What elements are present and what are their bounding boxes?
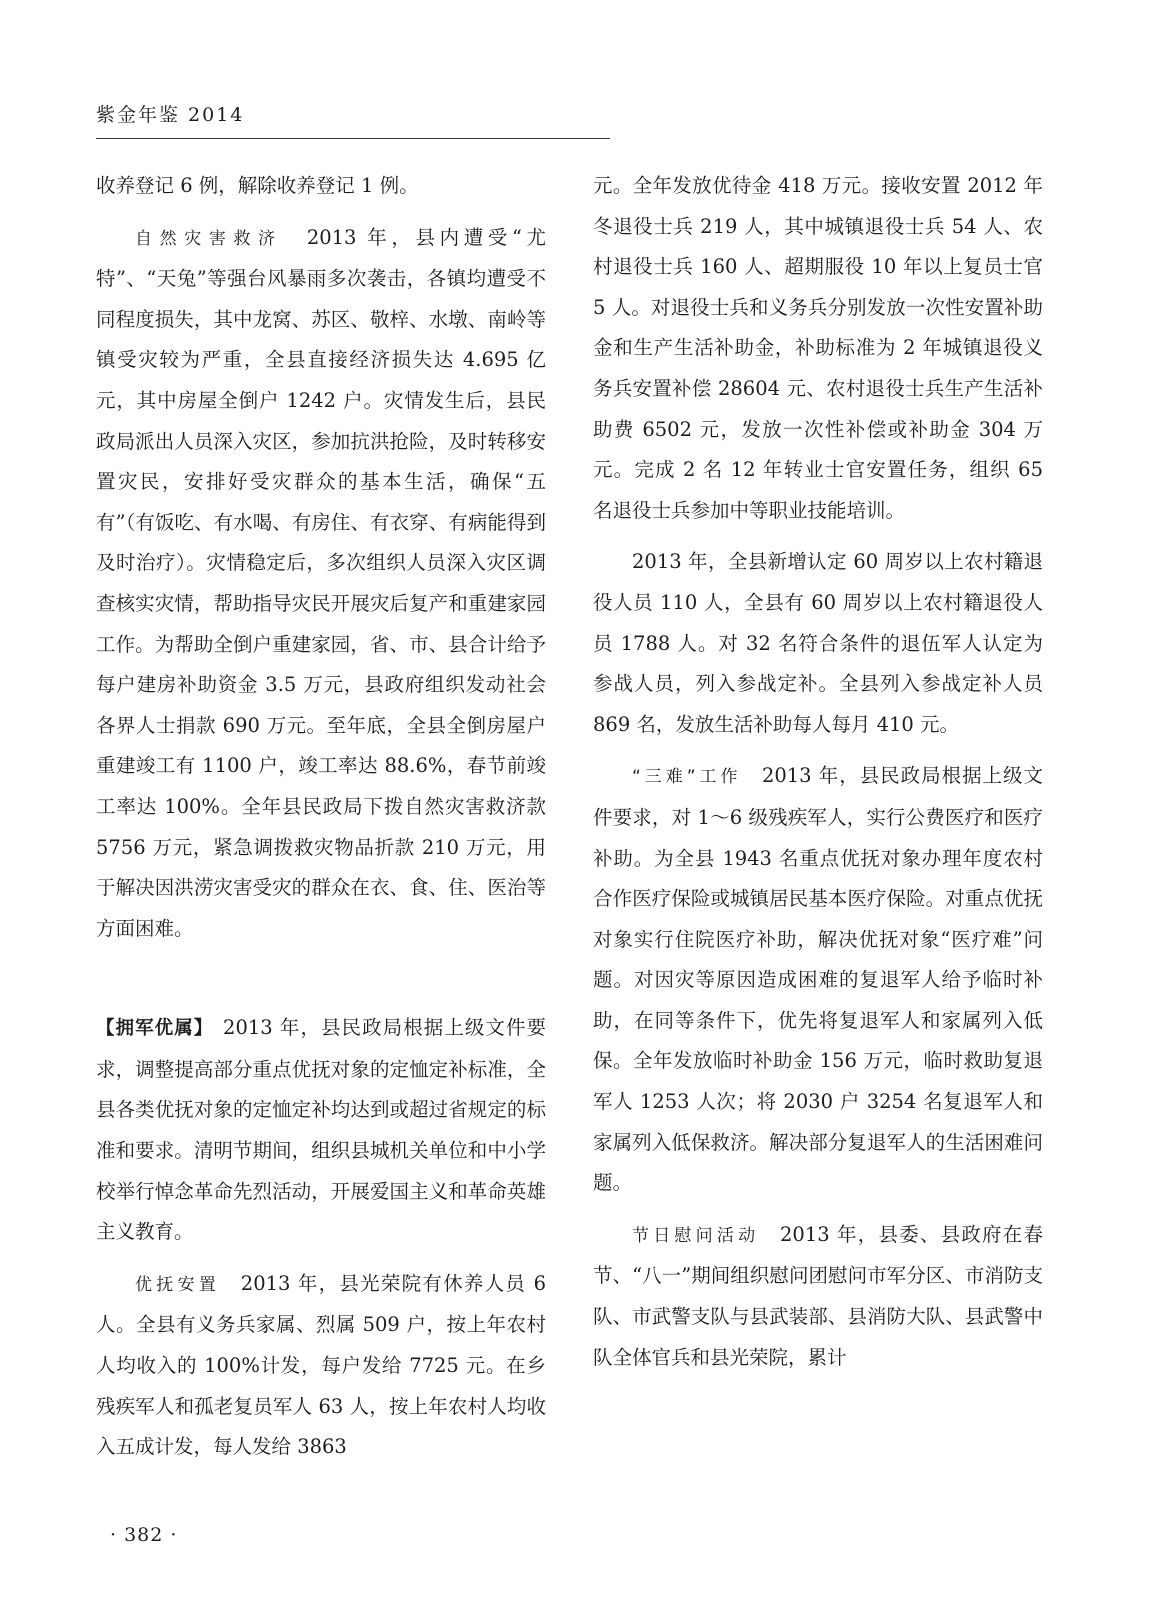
subhead-festival-visits: 节日慰问活动 xyxy=(632,1225,760,1246)
text-army-support: 2013 年，县民政局根据上级文件要求，调整提高部分重点优抚对象的定恤定补标准，全县各类优抚对象的定恤定补均达到或超过省规定的标准和要求。清明节期间，组织县城机关单位和中小学校举行悼念革命先烈活动，开展爱国主义和革命英雄主义教育。 xyxy=(96,1016,546,1244)
subhead-placement: 优抚安置 xyxy=(135,1274,221,1295)
text-festival-visits: 2013 年，县委、县政府在春节、“八一”期间组织慰问团慰问市军分区、市消防支队、市武警支队与县武装部、县消防大队、县武警中队全体官兵和县光荣院，累计 xyxy=(593,1222,1043,1369)
page-number: · 382 · xyxy=(110,1524,178,1546)
running-title: 紫金年鉴 2014 xyxy=(96,104,245,126)
text-three-difficulties: 2013 年，县民政局根据上级文件要求，对 1～6 级残疾军人，实行公费医疗和医疗补助。为全县 1943 名重点优抚对象办理年度农村合作医疗保险或城镇居民基本医疗保险。对重点优抚对象实行住院医疗补助，解决优抚对象“医疗难”问题。对因灾等原因造成困难的复退军人给予临时补助，在同等条件下，优先将复退军人和家属列入低保。全年发放临时补助金 156 万元，临时救助复退军人 1253 人次；将 2030 户 3254 名复退军人和家属列入低保救济。解决部分复退军人的生活困难问题。 xyxy=(593,764,1043,1195)
paragraph-army-support xyxy=(96,1008,546,1253)
paragraph-three-difficulties xyxy=(593,756,1043,1204)
left-column xyxy=(96,166,546,1468)
right-column xyxy=(593,166,1043,1378)
header-rule xyxy=(96,138,610,139)
section-heading-army-support: 【拥军优属】 xyxy=(96,1018,214,1040)
paragraph-festival-visits xyxy=(593,1215,1043,1378)
subhead-three-difficulties: “三难”工作 xyxy=(632,767,742,788)
subhead-disaster-relief: 自然灾害救济 xyxy=(135,228,283,249)
text-disaster-relief: 2013 年，县内遭受“尤特”、“天兔”等强台风暴雨多次袭击，各镇均遭受不同程度损失，其中龙窝、苏区、敬梓、水墩、南岭等镇受灾较为严重，全县直接经济损失达 4.695 亿元，其中房屋全倒户 1242 户。灾情发生后，县民政局派出人员深入灾区，参加抗洪抢险，及时转移安置灾民，安排好受灾群众的基本生活，确保“五有”（有饭吃、有水喝、有房住、有衣穿、有病能得到及时治疗）。灾情稳定后，多次组织人员深入灾区调查核实灾情，帮助指导灾民开展灾后复产和重建家园工作。为帮助全倒户重建家园，省、市、县合计给予每户建房补助资金 3.5 万元，县政府组织发动社会各界人士捐款 690 万元。至年底，全县全倒房屋户重建竣工有 1100 户，竣工率达 88.6%，春节前竣工率达 100%。全年县民政局下拨自然灾害救济款 5756 万元，紧急调拨救灾物品折款 210 万元，用于解决因洪涝灾害受灾的群众在衣、食、住、医治等方面困难。 xyxy=(96,225,547,940)
paragraph-veterans-placement: 元。全年发放优待金 418 万元。接收安置 2012 年冬退役士兵 219 人，其中城镇退役士兵 54 人、农村退役士兵 160 人、超期服役 10 年以上复员士官 5 人。对退役士兵和义务兵分别发放一次性安置补助金和生产生活补助金，补助标准为 2 年城镇退役义务兵安置补偿 28604 元、农村退役士兵生产生活补助费 6502 元，发放一次性补偿或补助金 304 万元。完成 2 名 12 年转业士官安置任务，组织 65 名退役士兵参加中等职业技能培训。 xyxy=(593,174,1043,522)
paragraph-placement xyxy=(96,1264,546,1468)
paragraph-disaster-relief xyxy=(96,218,546,950)
paragraph-adoption: 收养登记 6 例，解除收养登记 1 例。 xyxy=(96,174,419,197)
paragraph-rural-veterans: 2013 年，全县新增认定 60 周岁以上农村籍退役人员 110 人，全县有 60 周岁以上农村籍退役人员 1788 人。对 32 名符合条件的退伍军人认定为参战人员，列入参战定补。全县列入参战定补人员 869 名，发放生活补助每人每月 410 元。 xyxy=(593,550,1043,736)
text-placement: 2013 年，县光荣院有休养人员 6 人。全县有义务兵家属、烈属 509 户，按上年农村人均收入的 100%计发，每户发给 7725 元。在乡残疾军人和孤老复员军人 63 人，按上年农村人均收入五成计发，每人发给 3863 xyxy=(96,1271,546,1459)
